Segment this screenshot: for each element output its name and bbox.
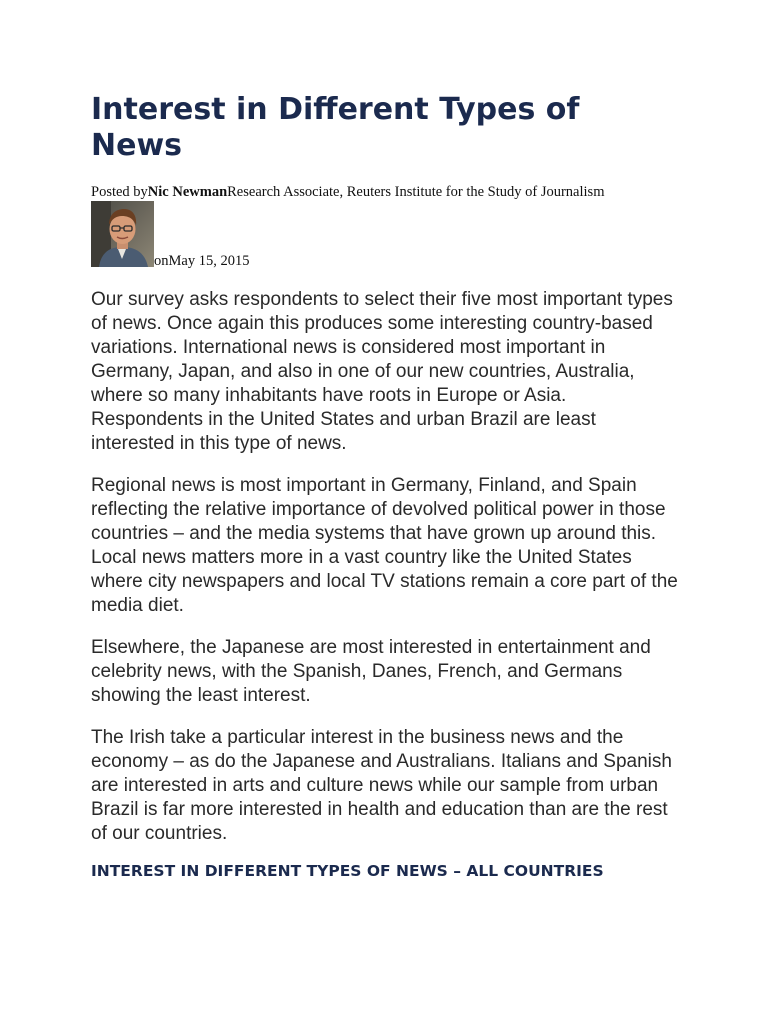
section-heading: INTEREST IN DIFFERENT TYPES OF NEWS – ALL COUNTRIES	[91, 862, 604, 880]
paragraph-2: Regional news is most important in Germany, Finland, and Spain reflecting the relative importance of devolved political power in those countries – and the media systems that have grown up around this. Local news matters more in a vast country like the United States where city newspapers and local TV stations remain a core part of the media diet.	[91, 475, 678, 616]
author-name[interactable]: Nic Newman	[147, 184, 228, 200]
article-body	[91, 288, 681, 864]
paragraph-4: The Irish take a particular interest in the business news and the economy – as do the Japanese and Australians. Italians and Spanish are interested in arts and culture news while our sample from urban Brazil is far more interested in health and education than are the rest of our countries.	[91, 727, 672, 844]
author-meta	[91, 201, 249, 267]
byline-prefix: Posted by	[91, 184, 148, 200]
paragraph-3: Elsewhere, the Japanese are most interested in entertainment and celebrity news, with the Spanish, Danes, French, and Germans showing the least interest.	[91, 637, 651, 706]
post-date: May 15, 2015	[168, 253, 250, 269]
author-role: Research Associate, Reuters Institute for the Study of Journalism	[227, 184, 605, 200]
post-date-line	[154, 253, 249, 270]
author-avatar	[91, 201, 154, 267]
date-prefix: on	[154, 253, 169, 269]
article-title: Interest in Different Types of News	[91, 92, 580, 163]
paragraph-1: Our survey asks respondents to select their five most important types of news. Once again this produces some interesting country-based variations. International news is considered most important in Germany, Japan, and also in one of our new countries, Australia, where so many inhabitants have roots in Europe or Asia. Respondents in the United States and urban Brazil are least interested in this type of news.	[91, 289, 673, 454]
byline	[91, 184, 691, 201]
